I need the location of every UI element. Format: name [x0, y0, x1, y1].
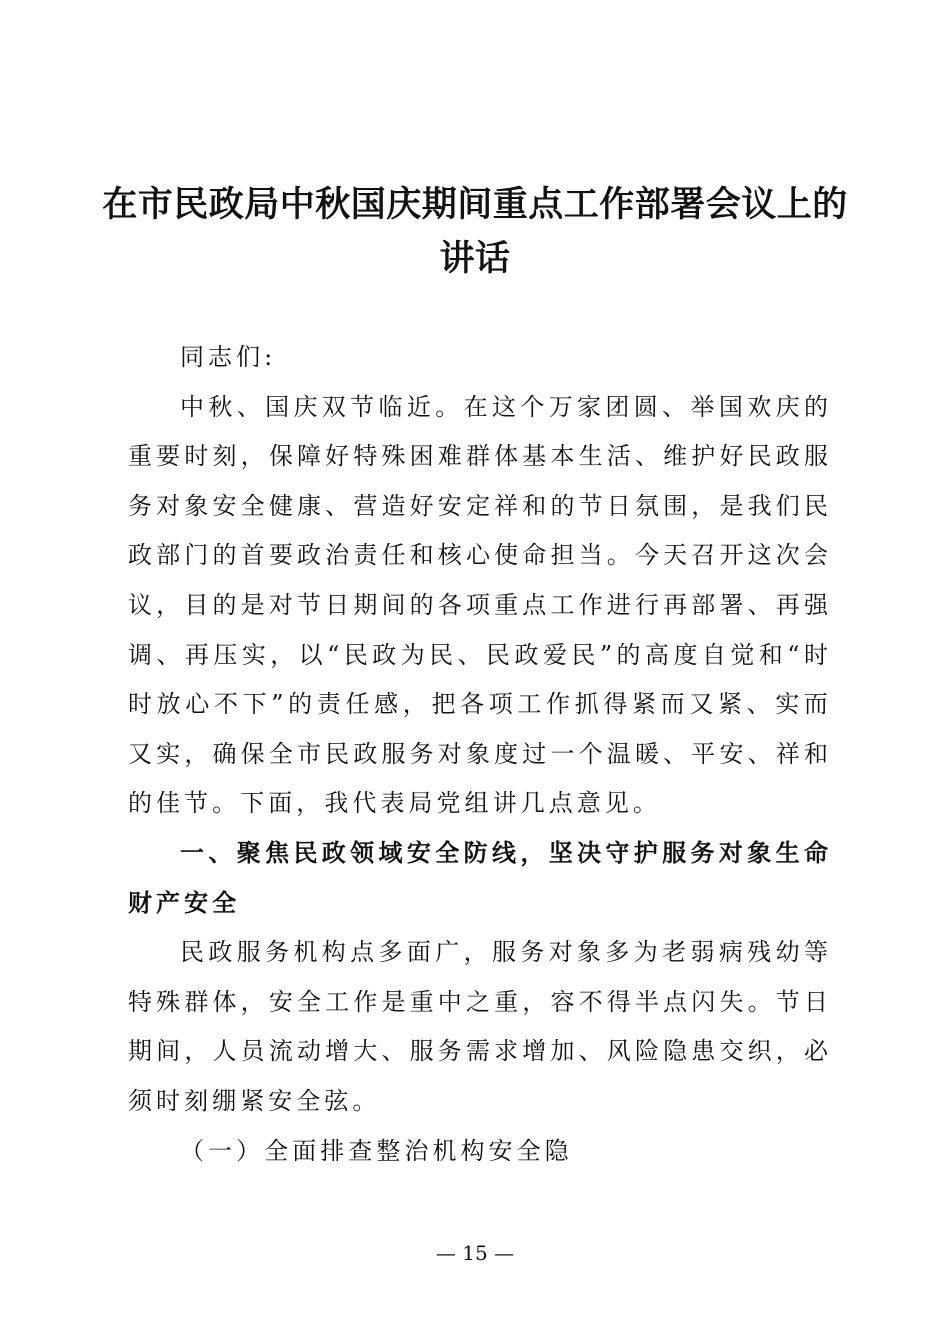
greeting: 同志们:: [180, 343, 277, 371]
intro-paragraph: 中秋、国庆双节临近。在这个万家团圆、举国欢庆的重要时刻，保障好特殊困难群体基本生活、维护好民政服务对象安全健康、营造好安定祥和的节日氛围，是我们民政部门的首要政治责任和核心使命担当。今天召开这次会议，目的是对节日期间的各项重点工作进行再部署、再强调、再压实，以“民政为民、民政爱民”的高度自觉和“时时放心不下”的责任感，把各项工作抓得紧而又紧、实而又实，确保全市民政服务对象度过一个温暖、平安、祥和的佳节。下面，我代表局党组讲几点意见。: [128, 392, 832, 818]
page-number: — 15 —: [435, 1241, 515, 1265]
section-heading-1: 一、聚焦民政领域安全防线，坚决守护服务对象生命财产安全: [128, 838, 832, 917]
document-body: [128, 333, 832, 1176]
section-1-paragraph: 民政服务机构点多面广，服务对象多为老弱病残幼等特殊群体，安全工作是重中之重，容不得半点闪失。节日期间，人员流动增大、服务需求增加、风险隐患交织，必须时刻绷紧安全弦。: [128, 938, 832, 1115]
document-title: 在市民政局中秋国庆期间重点工作部署会议上的讲话: [102, 185, 848, 279]
subsection-heading-1: （一）全面排查整治机构安全隐: [180, 1136, 573, 1165]
